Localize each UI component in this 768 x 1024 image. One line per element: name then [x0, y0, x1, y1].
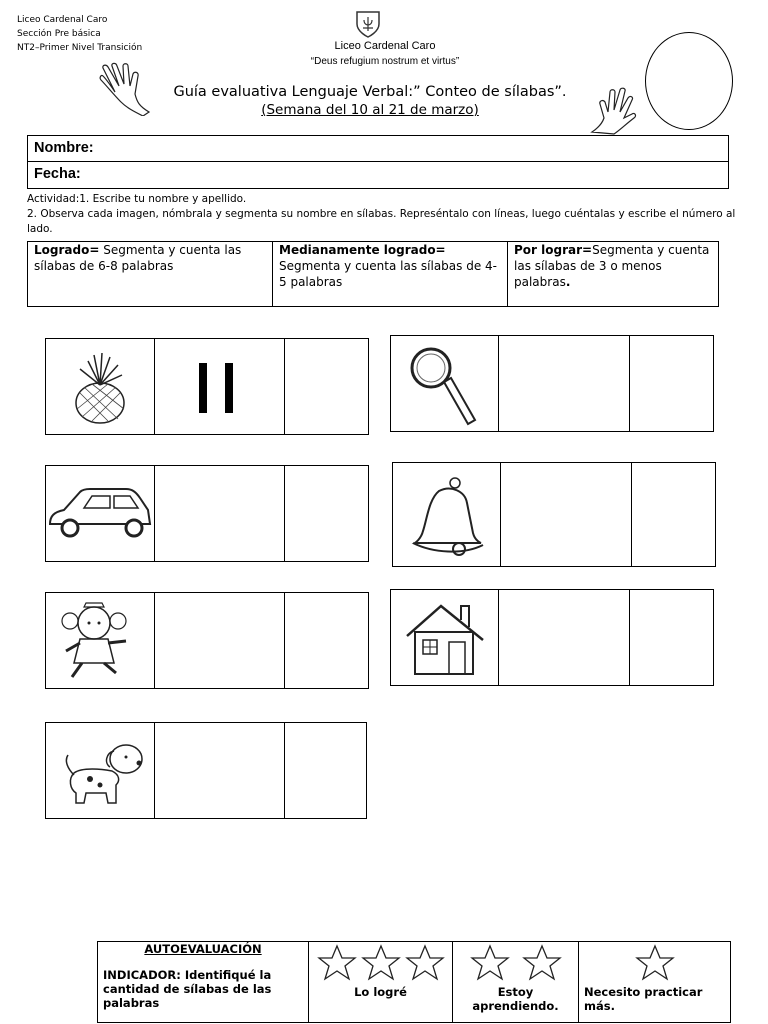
- star-icon: [524, 946, 560, 979]
- house-icon: [391, 590, 498, 685]
- stars-three: [314, 944, 447, 985]
- star-icon: [363, 946, 399, 979]
- syllable-lines-cell[interactable]: [501, 463, 632, 566]
- car-icon: [46, 466, 154, 561]
- date-field[interactable]: Fecha:: [34, 166, 81, 182]
- stars-one: [584, 944, 725, 985]
- school-info-line: Liceo Cardenal Caro: [17, 15, 108, 25]
- rubric-text: Segmenta y cuenta las sílabas de 4-5 palabras: [279, 259, 497, 289]
- school-name: Liceo Cardenal Caro: [334, 40, 436, 52]
- syllable-count-cell[interactable]: [630, 590, 713, 685]
- magnifying-glass-icon: [391, 336, 498, 431]
- school-info: [17, 13, 142, 55]
- self-eval-indicator: INDICADOR: Identifiqué la cantidad de sílabas de las palabras: [103, 968, 272, 1010]
- syllable-count-cell[interactable]: [285, 723, 366, 818]
- syllable-count-cell[interactable]: [630, 336, 713, 431]
- school-info-line: Sección Pre básica: [17, 29, 101, 39]
- stars-two: [458, 944, 573, 985]
- bell-icon: [393, 463, 500, 566]
- picture-cell: [393, 463, 501, 566]
- picture-cell: [391, 336, 499, 431]
- syllable-lines-cell[interactable]: [155, 466, 285, 561]
- rubric-label: Logrado=: [34, 243, 100, 257]
- rubric-label: Medianamente logrado=: [279, 243, 446, 257]
- level-cell-learning[interactable]: [453, 942, 579, 1023]
- picture-cell: [391, 590, 499, 685]
- word-box: [392, 462, 716, 567]
- level-label: Lo logré: [354, 985, 407, 999]
- syllable-lines-cell[interactable]: [155, 723, 285, 818]
- word-box: [45, 338, 369, 435]
- instruction-line: 2. Observa cada imagen, nómbrala y segmenta su nombre en sílabas. Represéntalo con líneas, luego cuéntalas y escribe el número al lado.: [27, 208, 736, 235]
- indicator-cell: [98, 942, 309, 1023]
- instructions: [27, 192, 742, 237]
- rubric-cell-partial: [273, 242, 508, 307]
- pineapple-icon: [46, 339, 154, 434]
- syllable-count-cell[interactable]: [285, 593, 368, 688]
- school-motto: “Deus refugium nostrum et virtus”: [310, 56, 460, 67]
- picture-cell: [46, 339, 155, 434]
- name-field[interactable]: Nombre:: [28, 136, 728, 162]
- level-cell-practice[interactable]: [579, 942, 731, 1023]
- syllable-count-cell[interactable]: [285, 466, 368, 561]
- school-info-line: NT2–Primer Nivel Transición: [17, 43, 143, 53]
- instruction-line: Actividad:1. Escribe tu nombre y apellido.: [27, 193, 247, 205]
- doll-icon: [46, 593, 154, 688]
- rubric-label: Por lograr=: [514, 243, 593, 257]
- star-icon: [637, 946, 673, 979]
- rubric-text: Segmenta y cuenta las sílabas de 3 o menos palabras: [514, 243, 710, 289]
- star-icon: [407, 946, 443, 979]
- photo-circle: [645, 32, 733, 130]
- syllable-lines-cell[interactable]: [499, 336, 630, 431]
- guide-subtitle: (Semana del 10 al 21 de marzo): [261, 102, 479, 118]
- rubric-cell-pending: [508, 242, 719, 307]
- word-box: [390, 335, 714, 432]
- word-box: [45, 722, 367, 819]
- syllable-lines-cell[interactable]: [499, 590, 630, 685]
- syllable-line: [225, 363, 233, 413]
- guide-title: Guía evaluativa Lenguaje Verbal:” Conteo de sílabas”.: [173, 84, 567, 100]
- star-icon: [472, 946, 508, 979]
- school-crest-icon: [354, 9, 382, 39]
- word-box: [45, 592, 369, 689]
- rubric-suffix: .: [565, 275, 571, 289]
- picture-cell: [46, 466, 155, 561]
- rubric-cell-achieved: [28, 242, 273, 307]
- syllable-line: [199, 363, 207, 413]
- syllable-count-cell[interactable]: [285, 339, 368, 434]
- syllable-lines-cell[interactable]: [155, 593, 285, 688]
- self-evaluation-table: [97, 941, 731, 1023]
- picture-cell: [46, 593, 155, 688]
- word-box: [45, 465, 369, 562]
- level-label: Necesito practicar más.: [584, 985, 703, 1013]
- level-cell-achieved[interactable]: [309, 942, 453, 1023]
- syllable-count-cell[interactable]: [632, 463, 715, 566]
- syllable-lines-cell[interactable]: [155, 339, 285, 434]
- level-label: Estoy aprendiendo.: [472, 985, 559, 1013]
- self-eval-heading: AUTOEVALUACIÓN: [144, 942, 262, 956]
- rubric-text: Segmenta y cuenta las sílabas de 6-8 palabras: [34, 243, 242, 273]
- word-box: [390, 589, 714, 686]
- star-icon: [319, 946, 355, 979]
- rubric-table: [27, 241, 719, 307]
- dog-icon: [46, 723, 154, 818]
- student-info-box: [27, 135, 729, 189]
- picture-cell: [46, 723, 155, 818]
